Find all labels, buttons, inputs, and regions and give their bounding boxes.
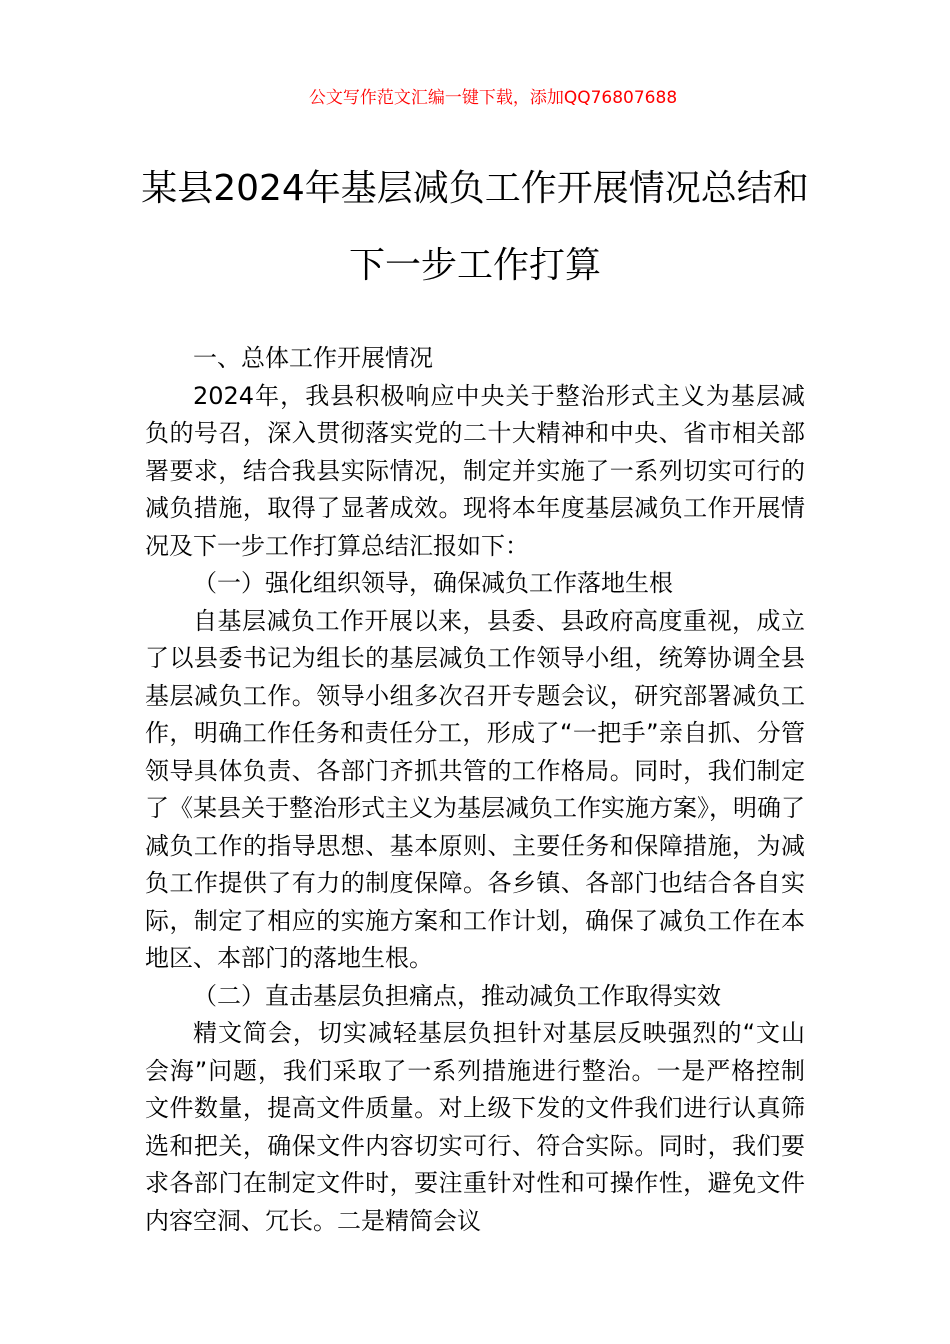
section-paragraph: 精文简会，切实减轻基层负担针对基层反映强烈的“文山会海”问题，我们采取了一系列措施进行整治。一是严格控制文件数量，提高文件质量。对上级下发的文件我们进行认真筛选和把关，确保文件内容切实可行、符合实际。同时，我们要求各部门在制定文件时，要注重针对性和可操作性，避免文件内容空洞、冗长。二是精简会议	[145, 1019, 805, 1235]
document-title	[140, 150, 810, 304]
title-line-2: 下一步工作打算	[348, 245, 601, 286]
document-body	[145, 340, 805, 1240]
section-heading: 一、总体工作开展情况	[193, 344, 433, 372]
title-line-1: 某县2024年基层减负工作开展情况总结和	[141, 168, 809, 209]
section-paragraph: 自基层减负工作开展以来，县委、县政府高度重视，成立了以县委书记为组长的基层减负工作领导小组，统筹协调全县基层减负工作。领导小组多次召开专题会议，研究部署减负工作，明确工作任务和责任分工，形成了“一把手”亲自抓、分管领导具体负责、各部门齐抓共管的工作格局。同时，我们制定了《某县关于整治形式主义为基层减负工作实施方案》，明确了减负工作的指导思想、基本原则、主要任务和保障措施，为减负工作提供了有力的制度保障。各乡镇、各部门也结合各自实际，制定了相应的实施方案和工作计划，确保了减负工作在本地区、本部门的落地生根。	[145, 606, 805, 972]
section-heading: （二）直击基层负担痛点，推动减负工作取得实效	[193, 981, 721, 1010]
section-paragraph: 2024年，我县积极响应中央关于整治形式主义为基层减负的号召，深入贯彻落实党的二十大精神和中央、省市相关部署要求，结合我县实际情况，制定并实施了一系列切实可行的减负措施，取得了显著成效。现将本年度基层减负工作开展情况及下一步工作打算总结汇报如下：	[145, 381, 805, 560]
section-heading: （一）强化组织领导，确保减负工作落地生根	[193, 569, 673, 597]
header-banner: 公文写作范文汇编一键下载，添加QQ76807688	[308, 88, 678, 108]
